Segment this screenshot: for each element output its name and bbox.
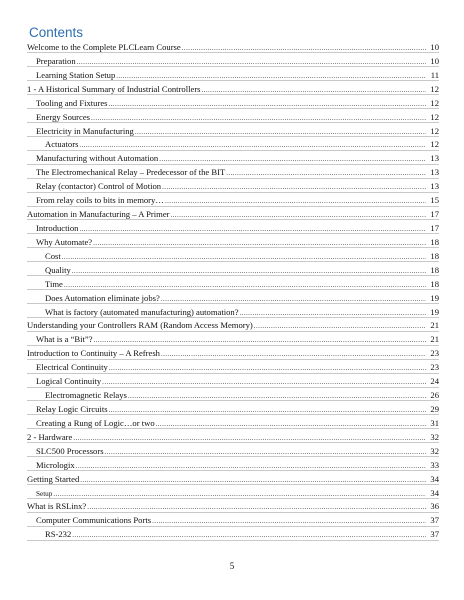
toc-dot-leader (161, 293, 426, 307)
toc-entry-title[interactable]: Micrologix (36, 459, 75, 470)
toc-entry-page: 12 (430, 83, 439, 94)
contents-heading: Contents (29, 25, 84, 40)
toc-entry[interactable] (27, 180, 439, 194)
toc-dot-leader (73, 432, 426, 446)
toc-dot-leader (62, 251, 426, 265)
toc-dot-leader (105, 446, 426, 460)
toc-entry-title[interactable]: Manufacturing without Automation (36, 153, 159, 164)
toc-entry-page: 32 (430, 431, 439, 442)
toc-entry-title[interactable]: Actuators (45, 139, 79, 150)
toc-entry-page: 15 (430, 195, 439, 206)
toc-entry-title[interactable]: Welcome to the Complete PLCLearn Course (27, 42, 181, 52)
toc-entry[interactable] (27, 389, 439, 403)
toc-entry-page: 36 (430, 501, 439, 512)
toc-entry-page: 19 (430, 306, 439, 317)
toc-entry[interactable] (27, 473, 439, 487)
toc-entry[interactable] (27, 487, 439, 501)
toc-entry[interactable] (27, 528, 439, 542)
toc-entry-title[interactable]: 2 - Hardware (27, 431, 73, 442)
toc-entry[interactable] (27, 347, 439, 361)
toc-entry-title[interactable]: Cost (45, 250, 61, 261)
toc-entry[interactable] (27, 152, 439, 166)
toc-entry-title[interactable]: Computer Communications Ports (36, 515, 152, 526)
toc-entry[interactable] (27, 41, 439, 55)
toc-entry-title[interactable]: Time (45, 278, 63, 289)
toc-entry-page: 34 (430, 473, 439, 484)
toc-entry[interactable] (27, 417, 439, 431)
toc-entry-title[interactable]: Electrical Continuity (36, 362, 108, 373)
toc-dot-leader (80, 474, 426, 488)
toc-dot-leader (161, 348, 426, 362)
toc-dot-leader (156, 418, 426, 432)
toc-entry-title[interactable]: Getting Started (27, 473, 80, 484)
toc-dot-leader (94, 334, 426, 348)
toc-entry[interactable] (27, 514, 439, 528)
toc-entry-page: 37 (430, 515, 439, 526)
toc-dot-leader (152, 515, 426, 529)
toc-entry-title[interactable]: From relay coils to bits in memory… (36, 195, 164, 206)
toc-entry[interactable] (27, 361, 439, 375)
toc-entry-title[interactable]: Does Automation eliminate jobs? (45, 292, 160, 303)
toc-dot-leader (171, 209, 427, 223)
toc-entry-title[interactable]: What is RSLinx? (27, 501, 87, 512)
toc-entry-title[interactable]: Quality (45, 264, 71, 275)
toc-entry-title[interactable]: Introduction (36, 222, 79, 233)
toc-entry[interactable] (27, 250, 439, 264)
toc-entry-title[interactable]: Electromagnetic Relays (45, 390, 127, 401)
toc-dot-leader (165, 195, 426, 209)
toc-dot-leader (102, 376, 426, 390)
toc-dot-leader (162, 181, 426, 195)
toc-entry-page: 13 (430, 167, 439, 178)
toc-dot-leader (135, 126, 426, 140)
toc-entry-title[interactable]: Relay Logic Circuits (36, 403, 108, 414)
toc-entry-title[interactable]: Preparation (36, 55, 76, 66)
toc-entry[interactable] (27, 459, 439, 473)
toc-entry-page: 12 (430, 97, 439, 108)
toc-entry-page: 13 (430, 153, 439, 164)
toc-entry-title[interactable]: Creating a Rung of Logic…or two (36, 417, 155, 428)
toc-entry-page: 33 (430, 459, 439, 470)
toc-entry-page: 26 (430, 390, 439, 401)
toc-entry-page: 12 (430, 139, 439, 150)
toc-entry-title[interactable]: Automation in Manufacturing – A Primer (27, 209, 170, 220)
toc-entry-page: 19 (430, 292, 439, 303)
toc-entry-page: 23 (430, 362, 439, 373)
toc-dot-leader (79, 139, 426, 153)
toc-entry-title[interactable]: Learning Station Setup (36, 69, 116, 80)
toc-entry-title[interactable]: Setup (36, 489, 53, 498)
toc-dot-leader (93, 237, 426, 251)
toc-entry-title[interactable]: 1 - A Historical Summary of Industrial Controllers (27, 83, 201, 94)
toc-entry-title[interactable]: What is a “Bit”? (36, 334, 93, 345)
toc-entry[interactable] (27, 292, 439, 306)
toc-dot-leader (53, 488, 426, 502)
toc-entry-page: 24 (430, 376, 439, 387)
toc-dot-leader (72, 529, 426, 543)
toc-entry[interactable] (27, 69, 439, 83)
toc-entry[interactable] (27, 264, 439, 278)
toc-dot-leader (79, 223, 426, 237)
toc-entry[interactable] (27, 319, 439, 333)
toc-entry-page: 17 (430, 209, 439, 220)
toc-entry-title[interactable]: Electricity in Manufacturing (36, 125, 134, 136)
toc-entry[interactable] (27, 55, 439, 69)
toc-dot-leader (109, 404, 426, 418)
toc-dot-leader (116, 70, 426, 84)
toc-entry-page: 18 (430, 278, 439, 289)
toc-entry[interactable] (27, 500, 439, 514)
toc-entry[interactable] (27, 222, 439, 236)
toc-dot-leader (254, 320, 426, 334)
toc-entry[interactable] (27, 166, 439, 180)
toc-dot-leader (76, 460, 426, 474)
toc-entry-page: 23 (430, 348, 439, 359)
toc-entry[interactable] (27, 333, 439, 347)
toc-entry-title[interactable]: Relay (contactor) Control of Motion (36, 181, 162, 192)
toc-dot-leader (91, 112, 426, 126)
toc-entry-title[interactable]: RS-232 (45, 529, 72, 540)
toc-entry[interactable] (27, 403, 439, 417)
toc-entry-title[interactable]: Logical Continuity (36, 376, 102, 387)
toc-entry[interactable] (27, 278, 439, 292)
toc-entry-page: 18 (430, 250, 439, 261)
toc-entry[interactable] (27, 236, 439, 250)
toc-entry[interactable] (27, 125, 439, 139)
toc-entry[interactable] (27, 138, 439, 152)
toc-entry-title[interactable]: Why Automate? (36, 236, 93, 247)
toc-entry[interactable] (27, 445, 439, 459)
toc-dot-leader (87, 501, 426, 515)
toc-dot-leader (109, 98, 427, 112)
toc-dot-leader (64, 279, 426, 293)
toc-entry-title[interactable]: What is factory (automated manufacturing) automation? (45, 306, 239, 317)
toc-entry-title[interactable]: Understanding your Controllers RAM (Random Access Memory) (27, 320, 253, 331)
toc-entry[interactable] (27, 97, 439, 111)
toc-entry-page: 21 (430, 334, 439, 345)
table-of-contents (27, 41, 439, 542)
toc-entry[interactable] (27, 208, 439, 222)
toc-dot-leader (77, 56, 426, 70)
toc-dot-leader (159, 153, 426, 167)
page-number: 5 (229, 561, 235, 571)
toc-entry-title[interactable]: Introduction to Continuity – A Refresh (27, 348, 160, 359)
toc-entry-page: 10 (430, 55, 439, 66)
toc-dot-leader (240, 307, 426, 321)
toc-entry-title[interactable]: The Electromechanical Relay – Predecessor of the BIT (36, 167, 226, 178)
toc-entry-page: 18 (430, 236, 439, 247)
toc-entry-page: 31 (430, 417, 439, 428)
toc-entry-page: 21 (430, 320, 439, 331)
toc-dot-leader (72, 265, 426, 279)
toc-dot-leader (202, 84, 426, 98)
toc-entry[interactable] (27, 194, 439, 208)
toc-entry-page: 12 (430, 125, 439, 136)
toc-entry-page: 17 (430, 222, 439, 233)
toc-entry-title[interactable]: Tooling and Fixtures (36, 97, 108, 108)
toc-entry-title[interactable]: SLC500 Processors (36, 445, 104, 456)
toc-entry[interactable] (27, 83, 439, 97)
toc-dot-leader (182, 42, 426, 56)
toc-dot-leader (128, 390, 426, 404)
toc-entry-page: 12 (430, 111, 439, 122)
toc-entry-page: 32 (430, 445, 439, 456)
toc-dot-leader (109, 362, 426, 376)
toc-entry-page: 18 (430, 264, 439, 275)
toc-entry-page: 29 (430, 403, 439, 414)
toc-entry[interactable] (27, 431, 439, 445)
toc-entry-page: 34 (430, 487, 439, 498)
toc-entry[interactable] (27, 306, 439, 320)
toc-entry[interactable] (27, 375, 439, 389)
toc-entry-page: 11 (430, 69, 439, 80)
toc-entry-title[interactable]: Energy Sources (36, 111, 91, 122)
toc-entry-page: 10 (430, 42, 439, 52)
toc-entry[interactable] (27, 111, 439, 125)
toc-dot-leader (226, 167, 426, 181)
toc-entry-page: 13 (430, 181, 439, 192)
toc-entry-page: 37 (430, 529, 439, 540)
